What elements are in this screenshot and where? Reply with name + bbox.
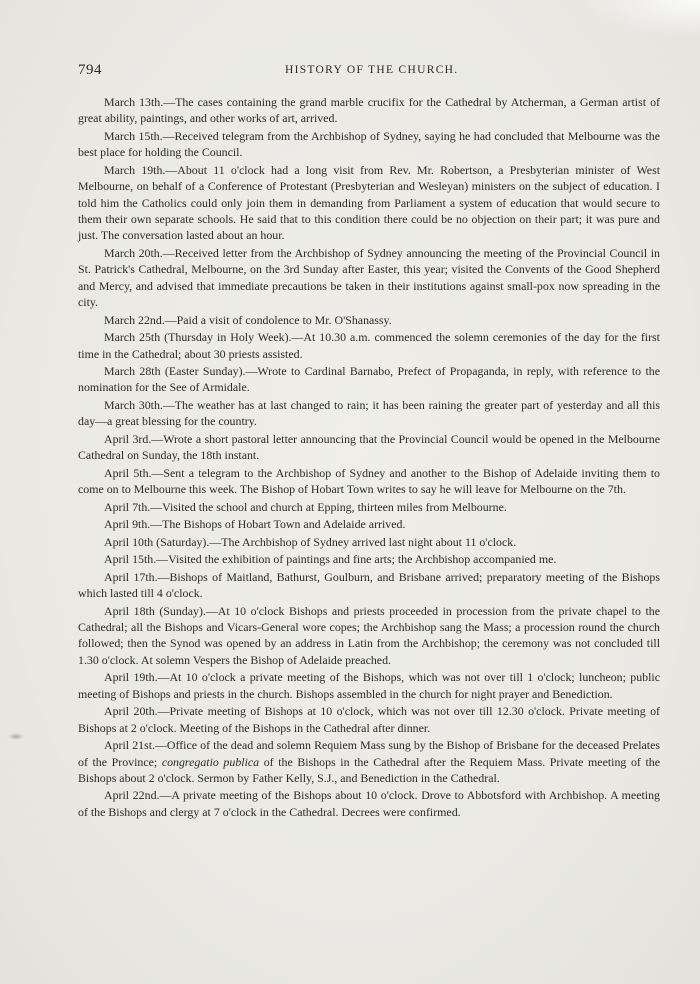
diary-text xyxy=(78,94,660,821)
diary-entry: March 22nd.—Paid a visit of condolence to Mr. O'Shanassy. xyxy=(104,312,392,327)
diary-entry: April 7th.—Visited the school and church at Epping, thirteen miles from Melbourne. xyxy=(104,499,507,514)
diary-entry: March 28th (Easter Sunday).—Wrote to Cardinal Barnabo, Prefect of Propaganda, in reply, with reference to the nomination for the See of Armidale. xyxy=(78,364,660,395)
diary-entry: April 10th (Saturday).—The Archbishop of Sydney arrived last night about 11 o'clock. xyxy=(104,534,517,549)
diary-entry: April 19th.—At 10 o'clock a private meeting of the Bishops, which was not over till 1 o'clock; luncheon; public meeting of Bishops and priests in the church. Bishops assembled in the church for night prayer and Benediction. xyxy=(78,670,660,701)
diary-entry: March 15th.—Received telegram from the Archbishop of Sydney, saying he had concluded that Melbourne was the best place for holding the Council. xyxy=(78,128,660,160)
entry-text: of the Bishops in the Cathedral after the Requiem Mass. Private meeting of the Bishops about 2 o'clock. Sermon by Father Kelly, S.J., and Benediction in the Cathedral. xyxy=(78,754,660,785)
diary-entry: April 22nd.—A private meeting of the Bishops about 10 o'clock. Drove to Abbotsford with Archbishop. A meeting of the Bishops and clergy at 7 o'clock in the Cathedral. Decrees were confirmed. xyxy=(78,788,660,819)
running-head: HISTORY OF THE CHURCH. xyxy=(285,64,459,76)
diary-entry: March 25th (Thursday in Holy Week).—At 10.30 a.m. commenced the solemn ceremonies of the day for the first time in the Cathedral; about 30 priests assisted. xyxy=(78,330,660,361)
diary-entry: April 18th (Sunday).—At 10 o'clock Bishops and priests proceeded in procession from the private chapel to the Cathedral; all the Bishops and Vicars-General wore copes; the Archbishop sang the Mass; a procession round the church followed; then the Synod was opened by an address in Latin from the Archbishop; the ceremony was not concluded till 1.30 o'clock. At solemn Vespers the Bishop of Adelaide preached. xyxy=(78,603,660,667)
diary-entry: April 20th.—Private meeting of Bishops at 10 o'clock, which was not over till 12.30 o'clock. Private meeting of Bishops at 2 o'clock. Meeting of the Bishops in the Cathedral after dinner. xyxy=(78,704,660,735)
diary-entry: April 17th.—Bishops of Maitland, Bathurst, Goulburn, and Brisbane arrived; preparatory meeting of the Bishops which lasted till 4 o'clock. xyxy=(78,569,660,601)
latin-phrase: congregatio publica xyxy=(161,754,260,769)
diary-entry xyxy=(78,737,660,786)
diary-entry: March 13th.—The cases containing the grand marble crucifix for the Cathedral by Atcherman, a German artist of great ability, paintings, and other works of art, arrived. xyxy=(78,95,660,126)
diary-entry: March 20th.—Received letter from the Archbishop of Sydney announcing the meeting of the Provincial Council in St. Patrick's Cathedral, Melbourne, on the 3rd Sunday after Easter, this year; visited the Convents of the Good Shepherd and Mercy, and advised that immediate precautions be taken in their institutions against small-pox now spreading in the city. xyxy=(78,245,660,310)
page-corner-highlight xyxy=(580,0,700,40)
diary-entry: April 5th.—Sent a telegram to the Archbishop of Sydney and another to the Bishop of Adelaide inviting them to come on to Melbourne this week. The Bishop of Hobart Town writes to say he will leave for Melbourne on the 7th. xyxy=(78,465,660,497)
diary-entry: April 9th.—The Bishops of Hobart Town and Adelaide arrived. xyxy=(104,517,406,532)
ink-smudge xyxy=(8,733,24,740)
diary-entry: March 19th.—About 11 o'clock had a long visit from Rev. Mr. Robertson, a Presbyterian minister of West Melbourne, on behalf of a Conference of Protestant (Presbyterian and Wesleyan) ministers on the subject of education. I told him the Catholics could only join them in demanding from Parliament a system of education that would secure to them their own separate schools. He said that to this condition there could be no objection on their part; it was pure and just. The conversation lasted about an hour. xyxy=(78,162,660,243)
diary-entry: April 3rd.—Wrote a short pastoral letter announcing that the Provincial Council would be opened in the Melbourne Cathedral on Sunday, the 18th instant. xyxy=(78,431,660,463)
diary-entry: March 30th.—The weather has at last changed to rain; it has been raining the greater part of yesterday and all this day—a great blessing for the country. xyxy=(78,397,660,429)
diary-entry: April 15th.—Visited the exhibition of paintings and fine arts; the Archbishop accompanied me. xyxy=(104,552,557,567)
page-number: 794 xyxy=(78,62,102,78)
page-header xyxy=(78,62,660,82)
entry-text: April 21st.—Office of the dead and solemn Requiem Mass sung by the Bishop of Brisbane for the deceased Prelates of the Province; xyxy=(78,738,660,769)
